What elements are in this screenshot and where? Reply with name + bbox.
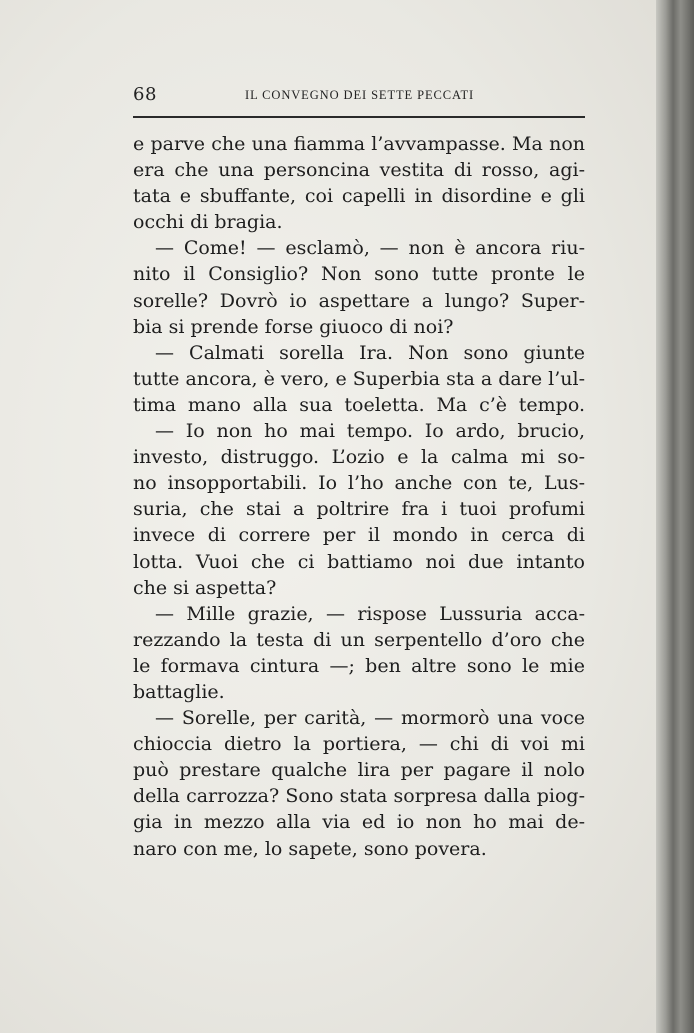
- text-line: — Calmati sorella Ira. Non sono giunte: [155, 341, 585, 364]
- running-title: IL CONVEGNO DEI SETTE PECCATI: [245, 88, 475, 102]
- page-number: 68: [133, 84, 157, 105]
- page-edge-shadow: [656, 0, 694, 1033]
- text-line: tutte ancora, è vero, e Superbia sta a dare l’ul-: [133, 367, 585, 390]
- text-line: suria, che stai a poltrire fra i tuoi profumi: [133, 498, 585, 521]
- text-line: chioccia dietro la portiera, — chi di voi mi: [133, 733, 585, 756]
- text-line: occhi di bragia.: [133, 211, 283, 234]
- header-rule: [133, 116, 585, 118]
- text-line: lotta. Vuoi che ci battiamo noi due intanto: [133, 550, 585, 573]
- text-line: della carrozza? Sono stata sorpresa dalla piog-: [133, 785, 585, 808]
- text-line: investo, distruggo. L’ozio e la calma mi so-: [133, 446, 585, 469]
- text-line: battaglie.: [133, 680, 225, 703]
- text-line: rezzando la testa di un serpentello d’oro che: [133, 628, 585, 651]
- text-line: naro con me, lo sapete, sono povera.: [133, 837, 487, 860]
- text-line: era che una personcina vestita di rosso, agi-: [133, 159, 585, 182]
- text-line: — Io non ho mai tempo. Io ardo, brucio,: [155, 420, 585, 443]
- text-line: può prestare qualche lira per pagare il nolo: [133, 759, 585, 782]
- text-line: invece di correre per il mondo in cerca di: [133, 524, 585, 547]
- text-line: no insopportabili. Io l’ho anche con te, Lus-: [133, 472, 585, 495]
- text-line: sorelle? Dovrò io aspettare a lungo? Super-: [133, 289, 585, 312]
- text-line: che si aspetta?: [133, 576, 277, 599]
- text-line: e parve che una fiamma l’avvampasse. Ma non: [133, 133, 585, 155]
- text-line: tata e sbuffante, coi capelli in disordine e gli: [133, 185, 585, 208]
- text-line: nito il Consiglio? Non sono tutte pronte le: [133, 263, 585, 286]
- text-line: le formava cintura —; ben altre sono le mie: [133, 654, 585, 677]
- page-header: [133, 84, 585, 110]
- text-line: — Mille grazie, — rispose Lussuria acca-: [155, 602, 585, 625]
- text-line: — Come! — esclamò, — non è ancora riu-: [155, 237, 585, 260]
- body-text: [133, 131, 585, 862]
- text-line: — Sorelle, per carità, — mormorò una voce: [155, 707, 585, 730]
- text-line: tima mano alla sua toeletta. Ma c’è tempo.: [133, 393, 585, 416]
- text-line: bia si prende forse giuoco di noi?: [133, 315, 454, 338]
- text-line: gia in mezzo alla via ed io non ho mai de-: [133, 811, 585, 834]
